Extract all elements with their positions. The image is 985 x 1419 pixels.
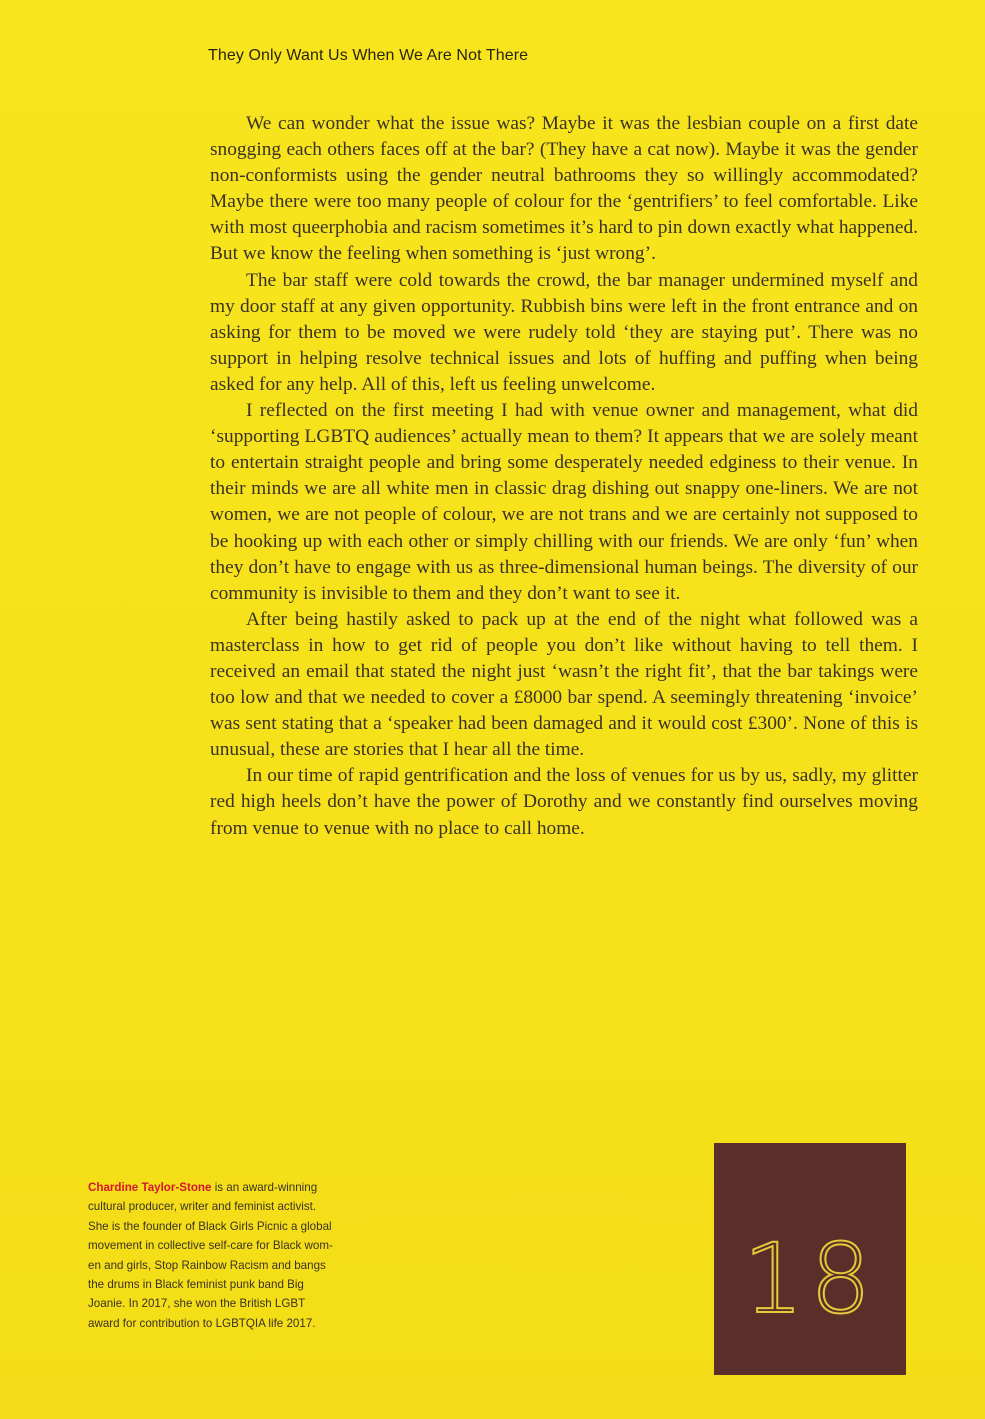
page-number: 18 bbox=[742, 1223, 878, 1335]
article-body bbox=[210, 111, 918, 842]
paragraph: We can wonder what the issue was? Maybe it was the lesbian couple on a first date snogging each others faces off at the bar? (They have a cat now). Maybe it was the gender non-conformists using the gender neutral bathrooms they so willingly accommodated? Maybe there were too many people of colour for the ‘gentrifiers’ to feel comfortable. Like with most queerphobia and racism sometimes it’s hard to pin down exactly what happened. But we know the feeling when something is ‘just wrong’. bbox=[210, 113, 918, 265]
author-name: Chardine Taylor-Stone bbox=[88, 1181, 212, 1194]
paragraph: After being hastily asked to pack up at the end of the night what followed was a masterclass in how to get rid of people you don’t like without having to tell them. I received an email that stated the night just ‘wasn’t the right fit’, that the bar takings were too low and that we needed to cover a £8000 bar spend. A seemingly threatening ‘invoice’ was sent stating that a ‘speaker had been damaged and it would cost £300’. None of this is unusual, these are stories that I hear all the time. bbox=[210, 608, 918, 761]
running-title: They Only Want Us When We Are Not There bbox=[208, 47, 529, 64]
paragraph: In our time of rapid gentrification and the loss of venues for us by us, sadly, my glitter red high heels don’t have the power of Dorothy and we constantly find ourselves moving from venue to venue with no place to call home. bbox=[210, 765, 918, 839]
author-bio bbox=[88, 1178, 334, 1333]
paragraph: I reflected on the first meeting I had with venue owner and management, what did ‘supporting LGBTQ audiences’ actually mean to them? It appears that we are solely meant to entertain straight people and bring some desperately needed edginess to their venue. In their minds we are all white men in classic drag dishing out snappy one-liners. We are not women, we are not people of colour, we are not trans and we are certainly not supposed to be hooking up with each other or simply chilling with our friends. We are only ‘fun’ when they don’t have to engage with us as three-dimensional human beings. The diversity of our community is invisible to them and they don’t want to see it. bbox=[210, 400, 918, 604]
paragraph: The bar staff were cold towards the crowd, the bar manager undermined myself and my door staff at any given opportunity. Rubbish bins were left in the front entrance and on asking for them to be moved we were rudely told ‘they are staying put’. There was no support in helping resolve technical issues and lots of huffing and puffing when being asked for any help. All of this, left us feeling unwelcome. bbox=[210, 269, 918, 395]
page-number-box bbox=[714, 1143, 906, 1375]
bio-text: is an award-winning cultural producer, writer and feminist activist. She is the founder of Black Girls Picnic a global movement in collective self-care for Black women and girls, Stop Rainbow Racism and bangs the drums in Black feminist punk band Big Joanie. In 2017, she won the British LGBT award for contribution to LGBTQIA life 2017. bbox=[88, 1181, 333, 1330]
